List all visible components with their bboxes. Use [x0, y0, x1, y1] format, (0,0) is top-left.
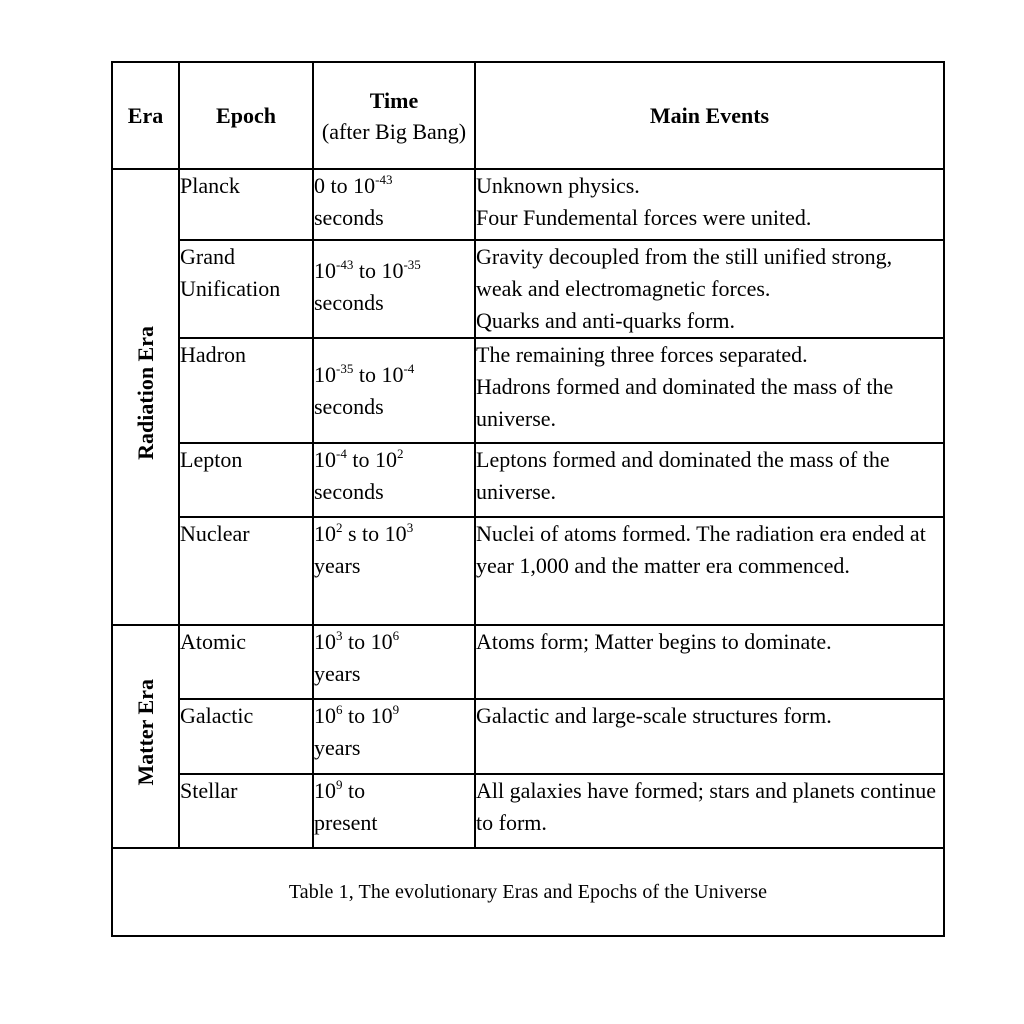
time-start: 10 [314, 521, 336, 546]
event-line: Unknown physics. [476, 173, 640, 198]
table-row [112, 517, 944, 625]
event-line: The remaining three forces separated. [476, 342, 808, 367]
table-row [112, 443, 944, 517]
events-cell [475, 774, 944, 848]
time-cell [313, 517, 475, 625]
time-start: 10 [314, 447, 336, 472]
event-line: Atoms form; Matter begins to dominate. [476, 629, 832, 654]
time-unit: years [314, 553, 361, 578]
time-cell [313, 774, 475, 848]
time-start-exponent: -43 [336, 257, 354, 272]
eras-epochs-table [111, 61, 945, 937]
time-end-exponent: 9 [392, 702, 400, 717]
time-end-exponent: 3 [406, 520, 414, 535]
time-start: 10 [314, 703, 336, 728]
header-time [313, 62, 475, 169]
header-time-title: Time [369, 87, 419, 113]
table-row [112, 338, 944, 443]
time-unit: years [314, 735, 361, 760]
time-end: to 10 [342, 629, 393, 654]
time-start: 10 [314, 362, 336, 387]
events-cell [475, 517, 944, 625]
time-end: to 10 [353, 362, 404, 387]
time-unit: seconds [314, 290, 384, 315]
time-start-exponent: -4 [336, 446, 347, 461]
time-unit: years [314, 661, 361, 686]
time-start-exponent: -35 [336, 361, 354, 376]
event-line: Leptons formed and dominated the mass of the universe. [476, 447, 890, 504]
events-cell [475, 338, 944, 443]
header-main-events: Main Events [475, 62, 944, 169]
header-time-subtitle: (after Big Bang) [321, 118, 467, 144]
event-line: Quarks and anti-quarks form. [476, 308, 736, 333]
event-line: Galactic and large-scale structures form. [476, 703, 832, 728]
era-cell-matter [112, 625, 179, 848]
time-cell [313, 240, 475, 338]
epoch-cell: Planck [179, 169, 313, 240]
event-line: All galaxies have formed; stars and planets continue to form. [476, 778, 937, 835]
epoch-cell: Hadron [179, 338, 313, 443]
events-cell [475, 625, 944, 699]
table-caption: Table 1, The evolutionary Eras and Epochs of the Universe [112, 848, 944, 936]
header-epoch: Epoch [179, 62, 313, 169]
event-line: Nuclei of atoms formed. The radiation era ended at year 1,000 and the matter era commenced. [476, 521, 926, 578]
time-start-exponent: 3 [336, 628, 343, 643]
events-cell [475, 443, 944, 517]
era-label-radiation: Radiation Era [132, 325, 158, 460]
time-cell [313, 338, 475, 443]
time-cell [313, 443, 475, 517]
event-line: Four Fundemental forces were united. [476, 205, 812, 230]
time-cell [313, 625, 475, 699]
time-unit: seconds [314, 479, 384, 504]
events-cell [475, 240, 944, 338]
era-label-matter: Matter Era [132, 678, 158, 786]
table-row [112, 240, 944, 338]
event-line: Hadrons formed and dominated the mass of the universe. [476, 374, 894, 431]
epoch-cell: Galactic [179, 699, 313, 774]
time-end-exponent: 6 [392, 628, 400, 643]
time-unit: seconds [314, 205, 384, 230]
time-start: 10 [314, 778, 336, 803]
caption-row [112, 848, 944, 936]
time-unit: present [314, 810, 378, 835]
epoch-cell: Nuclear [179, 517, 313, 625]
events-cell [475, 169, 944, 240]
event-line: Gravity decoupled from the still unified strong, weak and electromagnetic forces. [476, 244, 893, 301]
time-end-exponent: 2 [396, 446, 404, 461]
time-end: to 10 [346, 447, 397, 472]
time-start: 0 to 10 [314, 173, 376, 198]
time-start-exponent: 9 [336, 777, 343, 792]
table-row [112, 169, 944, 240]
time-end: s to 10 [342, 521, 407, 546]
time-end: to [342, 778, 366, 803]
time-end: to 10 [353, 258, 404, 283]
time-end-exponent: -35 [403, 257, 421, 272]
time-start-exponent: 2 [336, 520, 343, 535]
epoch-cell: Grand Unification [179, 240, 313, 338]
header-era: Era [112, 62, 179, 169]
epoch-cell: Lepton [179, 443, 313, 517]
time-unit: seconds [314, 394, 384, 419]
era-cell-radiation [112, 169, 179, 625]
time-start: 10 [314, 629, 336, 654]
time-start-exponent: -43 [375, 172, 393, 187]
events-cell [475, 699, 944, 774]
time-end: to 10 [342, 703, 393, 728]
table-row [112, 774, 944, 848]
time-cell [313, 169, 475, 240]
time-start: 10 [314, 258, 336, 283]
table-row [112, 625, 944, 699]
time-cell [313, 699, 475, 774]
time-end-exponent: -4 [403, 361, 415, 376]
table-row [112, 699, 944, 774]
epoch-cell: Atomic [179, 625, 313, 699]
header-row [112, 62, 944, 169]
time-start-exponent: 6 [336, 702, 343, 717]
epoch-cell: Stellar [179, 774, 313, 848]
